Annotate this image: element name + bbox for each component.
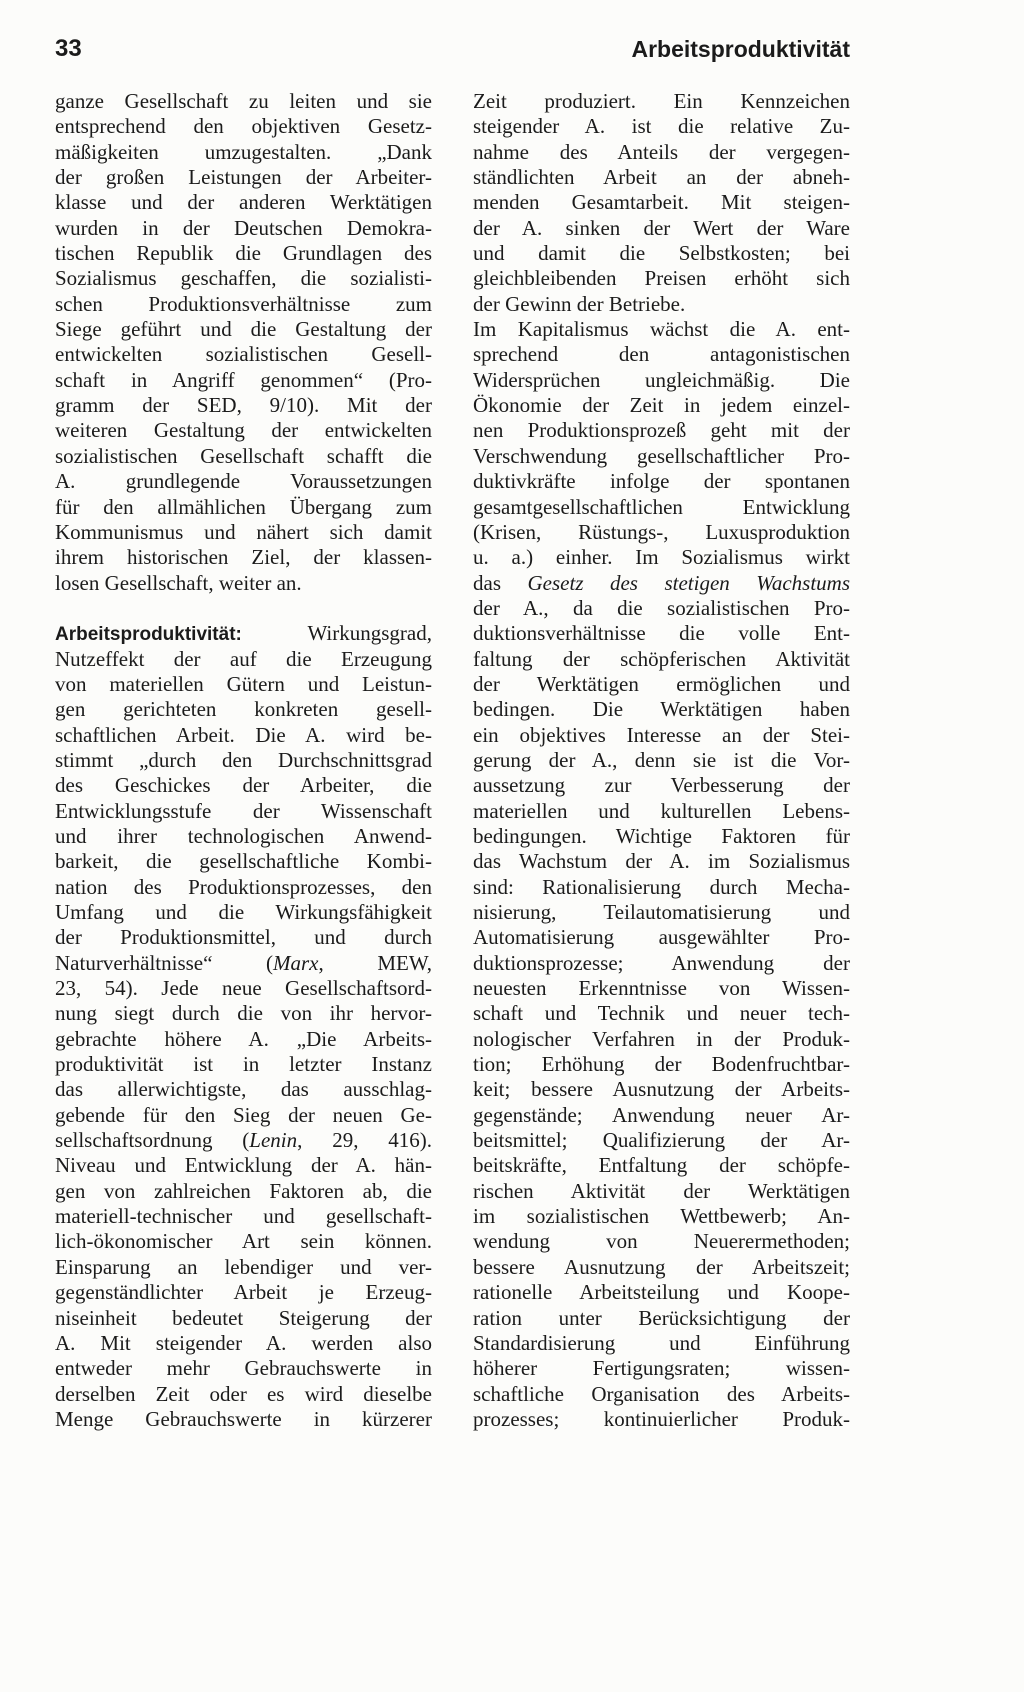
text-line: das allerwichtigste, das ausschlag- [55, 1077, 432, 1102]
text-line: nologischer Verfahren in der Produk- [473, 1026, 850, 1051]
text-line: der Produktionsmittel, und durch [55, 925, 432, 950]
text-line: sprechend den antagonistischen [473, 342, 850, 367]
text-segment: Wirkungsgrad, [241, 621, 432, 646]
text-line: duktionsprozesse; Anwendung der [473, 950, 850, 975]
text-line [473, 292, 850, 317]
text-line: Verschwendung gesellschaftlicher Pro- [473, 443, 850, 468]
text-line: der großen Leistungen der Arbeiter- [55, 165, 432, 190]
text-line: A. Mit steigender A. werden also [55, 1330, 432, 1355]
text-line: entsprechend den objektiven Gesetz- [55, 114, 432, 139]
text-line: duktionsverhältnisse die volle Ent- [473, 621, 850, 646]
text-line: Standardisierung und Einführung [473, 1330, 850, 1355]
text-line: bedingungen. Wichtige Faktoren für [473, 823, 850, 848]
text-line: Siege geführt und die Gestaltung der [55, 317, 432, 342]
text-line: und damit die Selbstkosten; bei [473, 241, 850, 266]
text-line [473, 571, 850, 596]
text-line: entweder mehr Gebrauchswerte in [55, 1356, 432, 1381]
text-line: ihrem historischen Ziel, der klassen- [55, 545, 432, 570]
text-line: ganze Gesellschaft zu leiten und sie [55, 89, 432, 113]
text-line [55, 1128, 432, 1153]
text-line: tion; Erhöhung der Bodenfruchtbar- [473, 1052, 850, 1077]
text-line: sind: Rationalisierung durch Mecha- [473, 874, 850, 899]
text-line: der A. sinken der Wert der Ware [473, 215, 850, 240]
text-line: des Geschickes der Arbeiter, die [55, 773, 432, 798]
text-line: Umfang und die Wirkungsfähigkeit [55, 900, 432, 924]
text-line: nung siegt durch die von ihr hervor- [55, 1001, 432, 1026]
text-line: mäßigkeiten umzugestalten. „Dank [55, 139, 432, 164]
text-line [55, 951, 432, 976]
text-line: das Wachstum der A. im Sozialismus [473, 849, 850, 874]
text-line: ständlichten Arbeit an der abneh- [473, 165, 850, 190]
text-line: schaft in Angriff genommen“ (Pro- [55, 367, 432, 392]
text-line: u. a.) einher. Im Sozialismus wirkt [473, 545, 850, 570]
text-line: prozesses; kontinuierlicher Produk- [473, 1406, 850, 1431]
text-line: Menge Gebrauchswerte in kürzerer [55, 1406, 432, 1431]
text-line: höherer Fertigungsraten; wissen- [473, 1356, 850, 1381]
text-line [55, 571, 432, 596]
italic-text: Gesetz des stetigen Wachstums [527, 570, 850, 595]
text-line: Nutzeffekt der auf die Erzeugung [55, 646, 432, 671]
text-line: Niveau und Entwicklung der A. hän- [55, 1153, 432, 1178]
text-line: Im Kapitalismus wächst die A. ent- [473, 317, 850, 342]
text-line: steigender A. ist die relative Zu- [473, 114, 850, 139]
text-line: bessere Ausnutzung der Arbeitszeit; [473, 1254, 850, 1279]
text-line: nisierung, Teilautomatisierung und [473, 900, 850, 924]
text-line: lich-ökonomischer Art sein können. [55, 1229, 432, 1254]
text-line: gerung der A., denn sie ist die Vor- [473, 747, 850, 772]
text-segment: das [473, 570, 528, 595]
text-line: nen Produktionsprozeß geht mit der [473, 418, 850, 443]
italic-text: Marx [273, 950, 319, 975]
text-line: ein objektives Interesse an der Stei- [473, 722, 850, 747]
text-line: nation des Produktionsprozesses, den [55, 874, 432, 899]
text-line: für den allmählichen Übergang zum [55, 494, 432, 519]
text-line: gleichbleibenden Preisen erhöht sich [473, 266, 850, 291]
text-segment: sellschaftsordnung ( [55, 1128, 250, 1153]
text-line: nahme des Anteils der vergegen- [473, 139, 850, 164]
text-line: aussetzung zur Verbesserung der [473, 773, 850, 798]
text-line: Entwicklungsstufe der Wissenschaft [55, 798, 432, 823]
text-line: niseinheit bedeutet Steigerung der [55, 1305, 432, 1330]
text-line: schen Produktionsverhältnisse zum [55, 291, 432, 316]
text-line: Zeit produziert. Ein Kennzeichen [473, 89, 850, 113]
text-segment: , MEW, [318, 950, 432, 975]
text-line: gebrachte höhere A. „Die Arbeits- [55, 1026, 432, 1051]
text-line: gegenständlichter Arbeit je Erzeug- [55, 1280, 432, 1305]
text-line: im sozialistischen Wettbewerb; An- [473, 1204, 850, 1229]
text-line: gramm der SED, 9/10). Mit der [55, 393, 432, 418]
text-line [55, 621, 432, 646]
text-line: barkeit, die gesellschaftliche Kombi- [55, 849, 432, 874]
text-line: und ihrer technologischen Anwend- [55, 823, 432, 848]
text-line: duktivkräfte infolge der spontanen [473, 469, 850, 494]
text-line: schaft und Technik und neuer tech- [473, 1001, 850, 1026]
page-number: 33 [55, 35, 82, 62]
text-line: gen gerichteten konkreten gesell- [55, 697, 432, 722]
text-line: A. grundlegende Voraussetzungen [55, 469, 432, 494]
text-line: Kommunismus und nähert sich damit [55, 519, 432, 544]
text-line: bedingen. Die Werktätigen haben [473, 697, 850, 722]
text-line: sozialistischen Gesellschaft schafft die [55, 443, 432, 468]
text-line: gen von zahlreichen Faktoren ab, die [55, 1178, 432, 1203]
text-line: materiellen und kulturellen Lebens- [473, 798, 850, 823]
text-line: beitskräfte, Entfaltung der schöpfe- [473, 1153, 850, 1178]
left-column [55, 89, 432, 1432]
text-line: keit; bessere Ausnutzung der Arbeits- [473, 1077, 850, 1102]
text-line: schaftliche Organisation des Arbeits- [473, 1381, 850, 1406]
right-column [473, 89, 850, 1432]
text-line: von materiellen Gütern und Leistun- [55, 671, 432, 696]
text-line: (Krisen, Rüstungs-, Luxusproduktion [473, 519, 850, 544]
text-line: schaftlichen Arbeit. Die A. wird be- [55, 722, 432, 747]
text-line: materiell-technischer und gesellschaft- [55, 1204, 432, 1229]
text-line: rischen Aktivität der Werktätigen [473, 1178, 850, 1203]
text-line: derselben Zeit oder es wird dieselbe [55, 1381, 432, 1406]
text-line: wurden in der Deutschen Demokra- [55, 215, 432, 240]
text-line: Widersprüchen ungleichmäßig. Die [473, 367, 850, 392]
text-line: faltung der schöpferischen Aktivität [473, 646, 850, 671]
text-line: beitsmittel; Qualifizierung der Ar- [473, 1128, 850, 1153]
text-line: tischen Republik die Grundlagen des [55, 241, 432, 266]
text-line: wendung von Neuerermethoden; [473, 1229, 850, 1254]
text-segment: losen Gesellschaft, weiter an. [55, 570, 302, 595]
text-segment: der Gewinn der Betriebe. [473, 291, 686, 316]
text-line: klasse und der anderen Werktätigen [55, 190, 432, 215]
text-line: gesamtgesellschaftlichen Entwicklung [473, 494, 850, 519]
text-line: Einsparung an lebendiger und ver- [55, 1254, 432, 1279]
text-segment: , 29, 416). [297, 1128, 432, 1153]
text-line: Ökonomie der Zeit in jedem einzel- [473, 393, 850, 418]
text-line: Automatisierung ausgewählter Pro- [473, 925, 850, 950]
text-line: weiteren Gestaltung der entwickelten [55, 418, 432, 443]
text-line: rationelle Arbeitsteilung und Koope- [473, 1280, 850, 1305]
text-line: der Werktätigen ermöglichen und [473, 671, 850, 696]
running-head: Arbeitsproduktivität [631, 36, 850, 62]
text-segment: Naturverhältnisse“ ( [55, 950, 274, 975]
italic-text: Lenin [249, 1128, 298, 1153]
text-line: gegenstände; Anwendung neuer Ar- [473, 1102, 850, 1127]
text-line: ration unter Berücksichtigung der [473, 1305, 850, 1330]
text-line: stimmt „durch den Durchschnittsgrad [55, 747, 432, 772]
text-line: produktivität ist in letzter Instanz [55, 1052, 432, 1077]
text-line: entwickelten sozialistischen Gesell- [55, 342, 432, 367]
text-line: 23, 54). Jede neue Gesellschaftsord- [55, 976, 432, 1001]
text-line: neuesten Erkenntnisse von Wissen- [473, 976, 850, 1001]
entry-headword: Arbeitsproduktivität: [55, 624, 242, 646]
text-line: gebende für den Sieg der neuen Ge- [55, 1102, 432, 1127]
text-line: Sozialismus geschaffen, die sozialisti- [55, 266, 432, 291]
text-line: der A., da die sozialistischen Pro- [473, 595, 850, 620]
text-line: menden Gesamtarbeit. Mit steigen- [473, 190, 850, 215]
